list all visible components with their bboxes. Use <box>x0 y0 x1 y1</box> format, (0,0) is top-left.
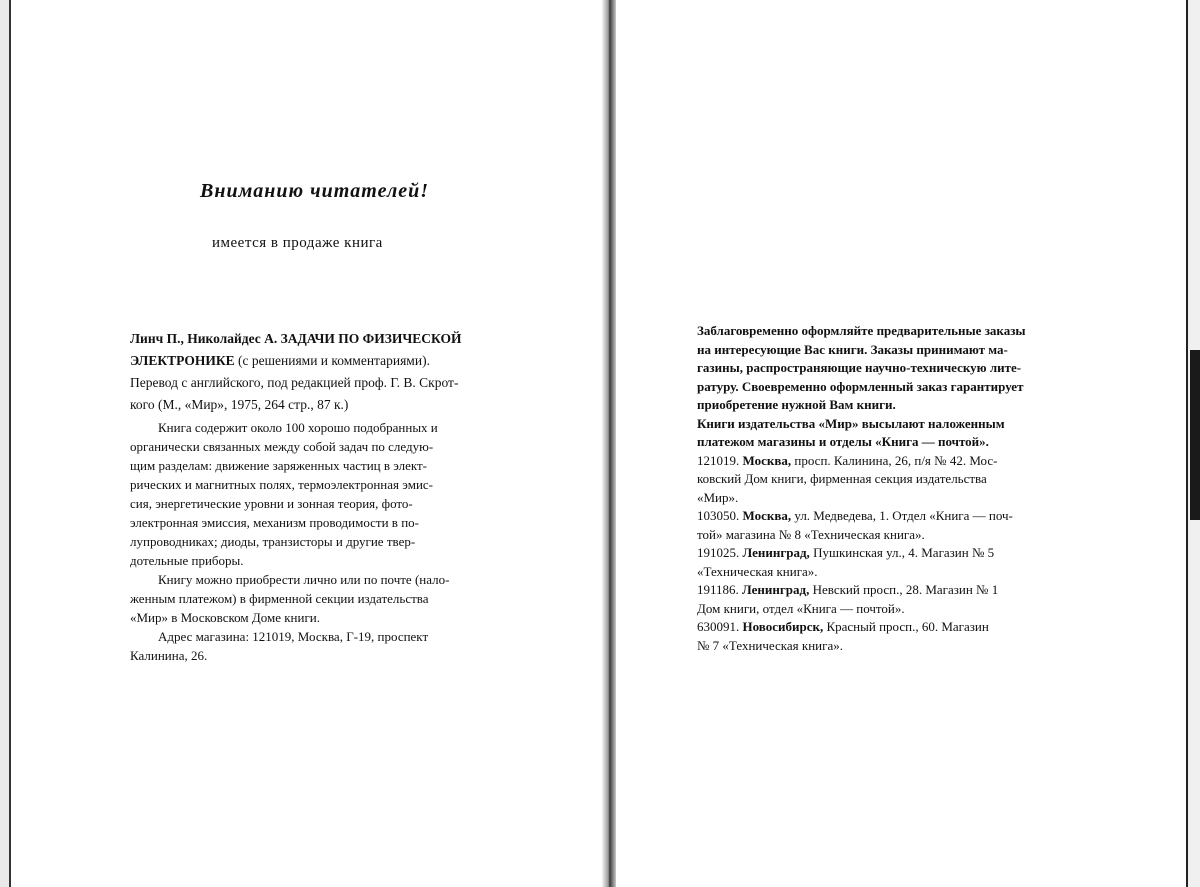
left-page-edge <box>0 0 11 887</box>
body-line: Книгу можно приобрести лично или по почте (нало- <box>158 572 450 587</box>
page-heading: Вниманию читателей! <box>200 180 429 202</box>
body-line: «Мир» в Московском Доме книги. <box>130 610 320 625</box>
address-text: Красный просп., 60. Магазин <box>823 619 989 634</box>
page-subheading: имеется в продаже книга <box>212 235 383 251</box>
address-line: «Мир». <box>697 489 739 505</box>
ordering-notice <box>697 322 1097 655</box>
address-line <box>697 544 1097 563</box>
body-line: женным платежом) в фирменной секции издательства <box>130 591 429 606</box>
address-city: Ленинград, <box>742 545 810 560</box>
right-edge-mark <box>1190 350 1200 520</box>
address-city: Москва, <box>742 452 792 468</box>
address-city: Новосибирск, <box>742 619 824 634</box>
address-line: той» магазина № 8 «Техническая книга». <box>697 526 925 542</box>
address-city: Москва, <box>742 508 792 523</box>
address-line: № 7 «Техническая книга». <box>697 637 843 653</box>
address-text: ул. Медведева, 1. Отдел «Книга — поч- <box>791 508 1013 523</box>
address-code: 191025. <box>697 545 740 560</box>
body-line: щим разделам: движение заряженных частиц в элект- <box>130 458 428 473</box>
body-line: Адрес магазина: 121019, Москва, Г-19, проспект <box>158 629 429 644</box>
notice-line: платежом магазины и отделы «Книга — почтой». <box>697 434 989 449</box>
body-line: Калинина, 26. <box>130 648 208 663</box>
address-line: ковский Дом книги, фирменная секция издательства <box>697 471 987 486</box>
notice-line: Книги издательства «Мир» высылают наложенным <box>697 415 1005 431</box>
address-code: 103050. <box>697 508 740 523</box>
address-line: Дом книги, отдел «Книга — почтой». <box>697 600 905 616</box>
notice-line: газины, распространяющие научно-техническую лите- <box>697 360 1022 375</box>
address-line <box>697 618 1097 637</box>
address-code: 630091. <box>697 619 740 634</box>
address-code: 191186. <box>697 582 739 597</box>
notice-line: Заблаговременно оформляйте предварительные заказы <box>697 323 1026 338</box>
address-line <box>697 507 1097 526</box>
address-text: Невский просп., 28. Магазин № 1 <box>809 582 999 597</box>
address-line: «Техническая книга». <box>697 563 818 579</box>
book-gutter <box>602 0 616 887</box>
notice-line: на интересующие Вас книги. Заказы принимают ма- <box>697 341 1008 357</box>
body-line: дотельные приборы. <box>130 553 244 568</box>
book-description <box>130 418 530 665</box>
book-reference <box>130 328 530 416</box>
reference-title-2-rest: (с решениями и комментариями). <box>234 353 430 368</box>
address-text: Пушкинская ул., 4. Магазин № 5 <box>809 545 995 560</box>
address-line <box>697 581 1097 600</box>
reference-line-4: кого (М., «Мир», 1975, 264 стр., 87 к.) <box>130 397 349 412</box>
address-line <box>697 452 1097 471</box>
notice-line: приобретение нужной Вам книги. <box>697 397 896 412</box>
body-line: Книга содержит около 100 хорошо подобранных и <box>158 420 438 435</box>
address-code: 121019. <box>697 452 740 468</box>
address-city: Ленинград, <box>742 582 810 597</box>
reference-title-1: ЗАДАЧИ ПО ФИЗИЧЕСКОЙ <box>280 331 462 346</box>
reference-authors: Линч П., Николайдес А. <box>130 331 278 346</box>
body-line: лупроводниках; диоды, транзисторы и другие твер- <box>130 534 416 549</box>
body-line: органически связанных между собой задач по следую- <box>130 439 434 454</box>
reference-title-2: ЭЛЕКТРОНИКЕ <box>130 353 235 368</box>
reference-line-2 <box>130 350 530 372</box>
body-line: электронная эмиссия, механизм проводимости в по- <box>130 515 419 530</box>
address-text: просп. Калинина, 26, п/я № 42. Мос- <box>791 452 998 468</box>
notice-line: ратуру. Своевременно оформленный заказ гарантирует <box>697 378 1024 394</box>
body-line: сия, энергетические уровни и зонная теория, фото- <box>130 496 413 511</box>
reference-line-1 <box>130 328 530 350</box>
body-line: рических и магнитных полях, термоэлектронная эмис- <box>130 477 434 492</box>
reference-line-3: Перевод с английского, под редакцией проф. Г. В. Скрот- <box>130 375 459 390</box>
